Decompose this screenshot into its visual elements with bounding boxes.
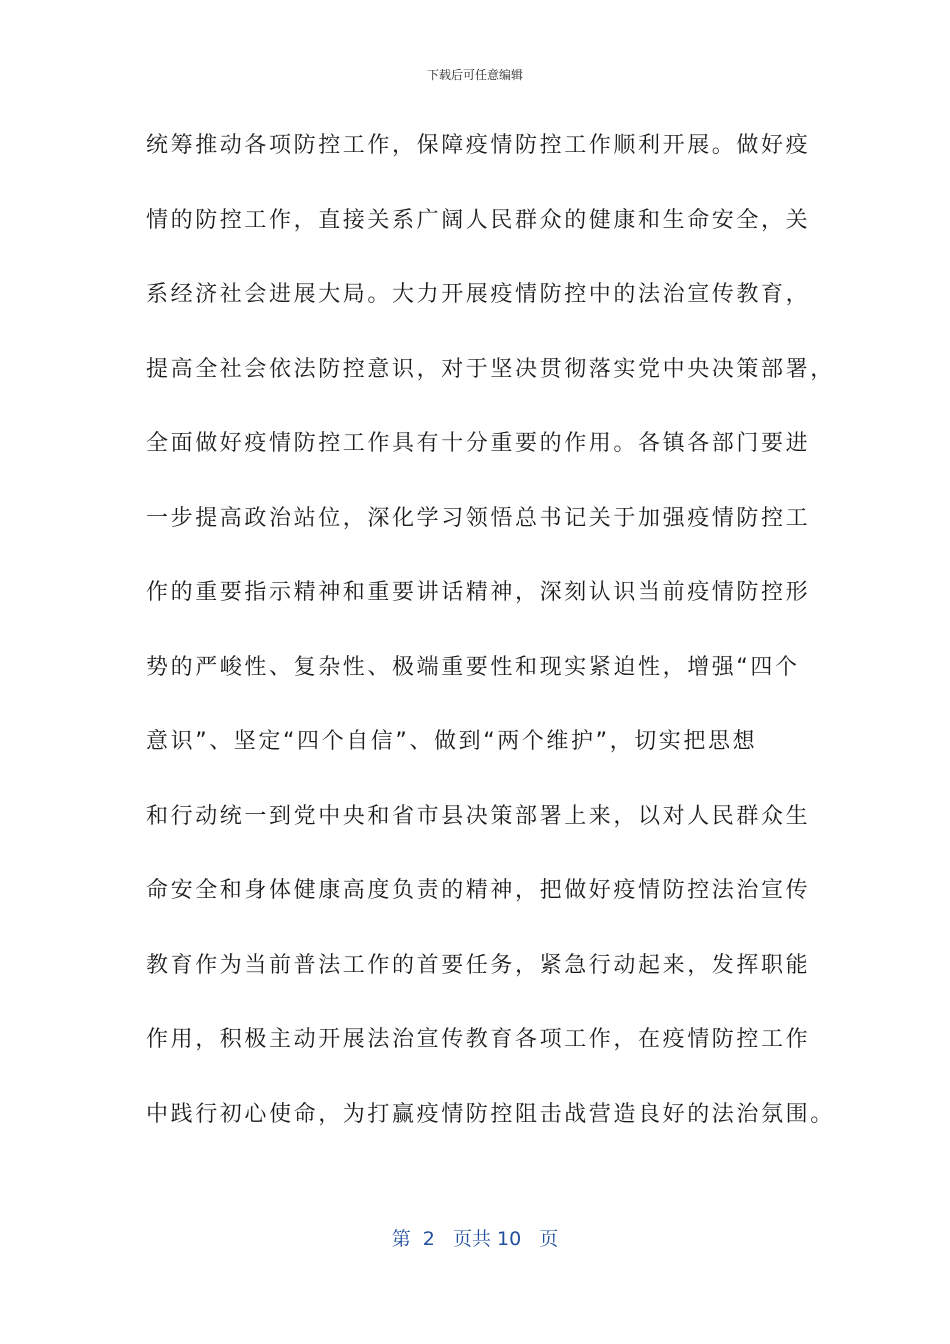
page-number-footer: 第 2 页共 10 页 bbox=[391, 1228, 559, 1250]
paragraph-line: 一步提高政治站位，深化学习领悟总书记关于加强疫情防控工 bbox=[146, 505, 811, 531]
page-header: 下载后可任意编辑 bbox=[426, 68, 523, 82]
paragraph-line: 中践行初心使命，为打赢疫情防控阻击战营造良好的法治氛围。 bbox=[146, 1101, 835, 1127]
paragraph-line: 系经济社会进展大局。大力开展疫情防控中的法治宣传教育， bbox=[146, 282, 811, 307]
paragraph-line: 作的重要指示精神和重要讲话精神，深刻认识当前疫情防控形 bbox=[146, 580, 811, 605]
paragraph-line: 全面做好疫情防控工作具有十分重要的作用。各镇各部门要进 bbox=[146, 431, 811, 456]
paragraph-line: 意识”、坚定“四个自信”、做到“两个维护”，切实把思想 bbox=[146, 729, 758, 754]
paragraph-line: 情的防控工作，直接关系广阔人民群众的健康和生命安全，关 bbox=[146, 207, 811, 233]
paragraph-line: 和行动统一到党中央和省市县决策部署上来，以对人民群众生 bbox=[146, 803, 811, 829]
paragraph-line: 提高全社会依法防控意识，对于坚决贯彻落实党中央决策部署， bbox=[146, 356, 835, 382]
paragraph-line: 教育作为当前普法工作的首要任务，紧急行动起来，发挥职能 bbox=[146, 952, 811, 978]
document-body bbox=[146, 124, 835, 1167]
paragraph-line: 势的严峻性、复杂性、极端重要性和现实紧迫性，增强“四个 bbox=[146, 654, 800, 680]
paragraph-line: 统筹推动各项防控工作，保障疫情防控工作顺利开展。做好疫 bbox=[146, 133, 811, 158]
paragraph-line: 命安全和身体健康高度负责的精神，把做好疫情防控法治宣传 bbox=[146, 878, 811, 903]
paragraph-line: 作用，积极主动开展法治宣传教育各项工作，在疫情防控工作 bbox=[146, 1027, 811, 1052]
